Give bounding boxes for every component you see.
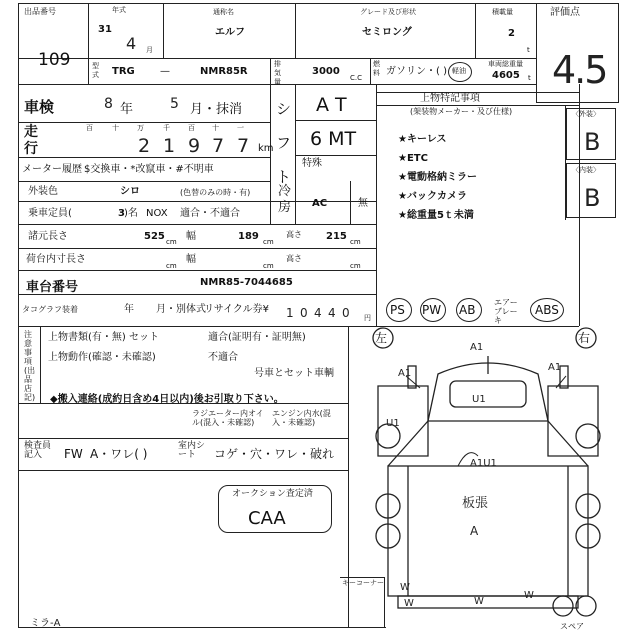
spare-wheel-1	[553, 596, 573, 616]
ac-value: AC	[312, 198, 328, 209]
mileage-unit-4: 百	[188, 124, 195, 132]
docs-text: 上物書類(有・無) セット	[48, 332, 159, 343]
tacho-year: 年	[124, 304, 134, 315]
people-label: 乗車定員(	[28, 208, 72, 219]
cc-label: C.C	[350, 74, 363, 82]
bed-label: 荷台内寸長さ	[26, 254, 86, 265]
mark-w-4: W	[400, 582, 410, 593]
name-value: エルフ	[215, 27, 245, 38]
windshield	[450, 381, 526, 407]
bed-height-label: 高さ	[286, 254, 302, 263]
recycle-digit-3: 4	[328, 306, 336, 320]
mark-w-2: W	[474, 596, 484, 607]
height-value: 215	[326, 231, 347, 242]
bed-width-unit: cm	[263, 262, 274, 270]
mark-a1-top: A1	[470, 342, 484, 353]
capacity-label: 積載量	[492, 8, 513, 16]
recycle-digit-4: 0	[342, 306, 350, 320]
set-vehicle-text: 号車とセット車輌	[254, 368, 334, 379]
seat-options: コゲ・穴・ワレ・破れ	[214, 447, 335, 461]
stamp-top-text: オークション査定済	[232, 489, 313, 499]
mileage-digit-2: 9	[188, 135, 201, 157]
recycle-digit-2: 4	[314, 306, 322, 320]
meter-options: $交換車・*改竄車・#不明車	[84, 164, 214, 175]
lot-number: 109	[38, 50, 71, 70]
score-label: 評価点	[550, 7, 580, 18]
mileage-digit-1: 1	[163, 135, 176, 157]
width-label: 幅	[186, 231, 196, 242]
radiator-text: ラジエーター内オイル(混入・未確認)	[192, 409, 264, 427]
diesel-label: 軽油	[452, 67, 466, 75]
seat-label: 室内シート	[178, 441, 206, 460]
ac-none: 無	[358, 198, 368, 209]
month-unit: 月	[146, 46, 153, 54]
type-dash: —	[160, 66, 170, 77]
spare-wheel-2	[576, 596, 596, 616]
cargo-bed	[388, 466, 588, 596]
grade-label: グレード及び形状	[360, 8, 416, 16]
inspector-label: 検査員記入	[24, 441, 52, 460]
docs-cert: 適合(証明有・証明無)	[208, 332, 306, 343]
chassis-label: 車台番号	[26, 280, 79, 295]
model-value: NMR85R	[200, 66, 248, 77]
right-marker	[576, 328, 596, 348]
capacity-unit: t	[527, 46, 530, 54]
ps-label: PS	[390, 303, 405, 317]
abs-label: ABS	[535, 303, 559, 317]
mark-u1-cab: U1	[472, 394, 486, 405]
people-unit: )名	[124, 208, 138, 219]
width-unit: cm	[263, 238, 274, 246]
bed-height-unit: cm	[350, 262, 361, 270]
mark-w-3: W	[524, 590, 534, 601]
name-label: 通称名	[213, 8, 234, 16]
mileage-unit-6: 一	[237, 124, 244, 132]
km-unit: km	[258, 143, 274, 154]
meter-label: メーター履歴	[22, 164, 82, 175]
bed-grade: A	[470, 524, 479, 538]
ab-label: AB	[459, 303, 476, 317]
tacho-month: 月・別体式	[156, 304, 206, 315]
mileage-digit-4: 7	[237, 135, 250, 157]
operation-text: 上物動作(確認・未確認)	[48, 352, 156, 363]
fuel-label: 燃料	[373, 60, 380, 77]
notice-text: ◆搬入連絡(成約日含め4日以内)後お引取り下さい。	[50, 394, 284, 405]
gvw-value: 4605	[492, 70, 520, 81]
note-item-2: ★電動格納ミラー	[398, 172, 477, 183]
fuel-value: ガソリン・( )	[386, 66, 447, 77]
air-brake-label: エアーブレーキ	[494, 298, 518, 325]
type-label: 型式	[92, 62, 99, 79]
displacement-label: 排気量	[274, 60, 281, 86]
interior-grade: B	[584, 184, 601, 212]
ac-label: 冷房	[278, 184, 292, 215]
lot-label: 出品番号	[24, 7, 56, 16]
type-value: TRG	[112, 66, 135, 77]
mileage-digit-3: 7	[212, 135, 225, 157]
bed-length-unit: cm	[166, 262, 177, 270]
tacho-label: タコグラフ装着	[22, 305, 78, 314]
notes-header: 上物特記事項	[420, 93, 480, 104]
mileage-unit-5: 十	[212, 124, 219, 132]
bed-note: 板張	[462, 496, 489, 511]
year-label: 年式	[112, 6, 126, 14]
paperwork-side-label: 注意事項(出品店記)	[24, 330, 36, 402]
notes-subheader: (架装物メーカー・及び仕様)	[410, 107, 513, 116]
mileage-digit-0: 2	[138, 135, 151, 157]
mileage-label: 走行	[24, 124, 38, 157]
right-label: 右	[578, 331, 591, 345]
stamp-brand: CAA	[248, 508, 286, 529]
shift-label: シフト	[276, 100, 292, 186]
mark-a1u1: A1U1	[470, 458, 497, 469]
shift-at: A T	[316, 94, 347, 116]
shaken-month: 5	[170, 96, 179, 112]
mark-u1-side: U1	[386, 418, 400, 429]
front-right-wheel	[576, 424, 600, 448]
recycle-digit-1: 0	[300, 306, 308, 320]
height-label: 高さ	[286, 230, 302, 239]
chassis-value: NMR85-7044685	[200, 277, 293, 288]
color-change: (色替のみの時・有)	[180, 188, 251, 197]
displacement-value: 3000	[312, 66, 340, 77]
recycle-label: リサイクル券¥	[204, 304, 269, 315]
year-value: 31	[98, 24, 112, 35]
shift-mt: 6 MT	[310, 128, 357, 150]
mark-w-1: W	[404, 598, 414, 609]
special-label: 特殊	[302, 158, 322, 169]
docs-notcert: 不適合	[208, 352, 238, 363]
grade-value: セミロング	[362, 27, 412, 38]
vehicle-diagram	[348, 326, 628, 636]
gvw-label: 車両総重量	[488, 60, 523, 68]
shaken-label: 車検	[24, 98, 55, 116]
rear-bumper	[398, 596, 578, 608]
year-month: 4	[126, 34, 137, 53]
score-value: 4.5	[552, 48, 607, 92]
handwritten-note: ミラ-A	[30, 618, 61, 629]
mileage-unit-2: 万	[137, 124, 144, 132]
pw-label: PW	[422, 303, 442, 317]
mileage-unit-1: 十	[112, 124, 119, 132]
interior-label: 〈内装〉	[572, 166, 600, 174]
length-value: 525	[144, 231, 165, 242]
recycle-digit-0: 1	[286, 306, 294, 320]
mileage-unit-0: 百	[86, 124, 93, 132]
bed-width-label: 幅	[186, 254, 196, 265]
mileage-unit-3: 千	[163, 124, 170, 132]
length-label: 諸元長さ	[28, 231, 68, 242]
exterior-label: 〈外装〉	[572, 110, 600, 118]
note-item-3: ★バックカメラ	[398, 191, 467, 202]
engine-text: エンジン内水(混入・未確認)	[272, 409, 331, 427]
capacity-value: 2	[508, 28, 515, 39]
color-value: シロ	[120, 186, 140, 197]
key-corner-label: キーコーナー	[342, 579, 384, 587]
left-marker	[373, 328, 393, 348]
length-unit: cm	[166, 238, 177, 246]
note-item-0: ★キーレス	[398, 134, 447, 145]
note-item-1: ★ETC	[398, 153, 428, 164]
gvw-unit: t	[528, 74, 531, 82]
fw-label: FW	[64, 447, 83, 461]
width-value: 189	[238, 231, 259, 242]
fw-options: A・ワレ( )	[90, 447, 148, 461]
nox-label: NOX	[146, 208, 168, 219]
spare-label: スペア	[560, 622, 584, 631]
left-label: 左	[375, 331, 388, 345]
shaken-year: 8	[104, 96, 113, 112]
right-door	[548, 386, 598, 456]
height-unit: cm	[350, 238, 361, 246]
color-label: 外装色	[28, 186, 58, 197]
mark-a1-right: A1	[548, 362, 562, 373]
note-item-4: ★総重量5ｔ未満	[398, 210, 474, 221]
month-erased: 月・抹消	[190, 102, 243, 117]
yen-label: 円	[364, 314, 371, 322]
exterior-grade: B	[584, 128, 601, 156]
nox-options: 適合・不適合	[180, 208, 240, 219]
people-value: 3	[118, 208, 125, 219]
year-text: 年	[120, 102, 134, 117]
mark-a1-left: A1	[398, 368, 412, 379]
